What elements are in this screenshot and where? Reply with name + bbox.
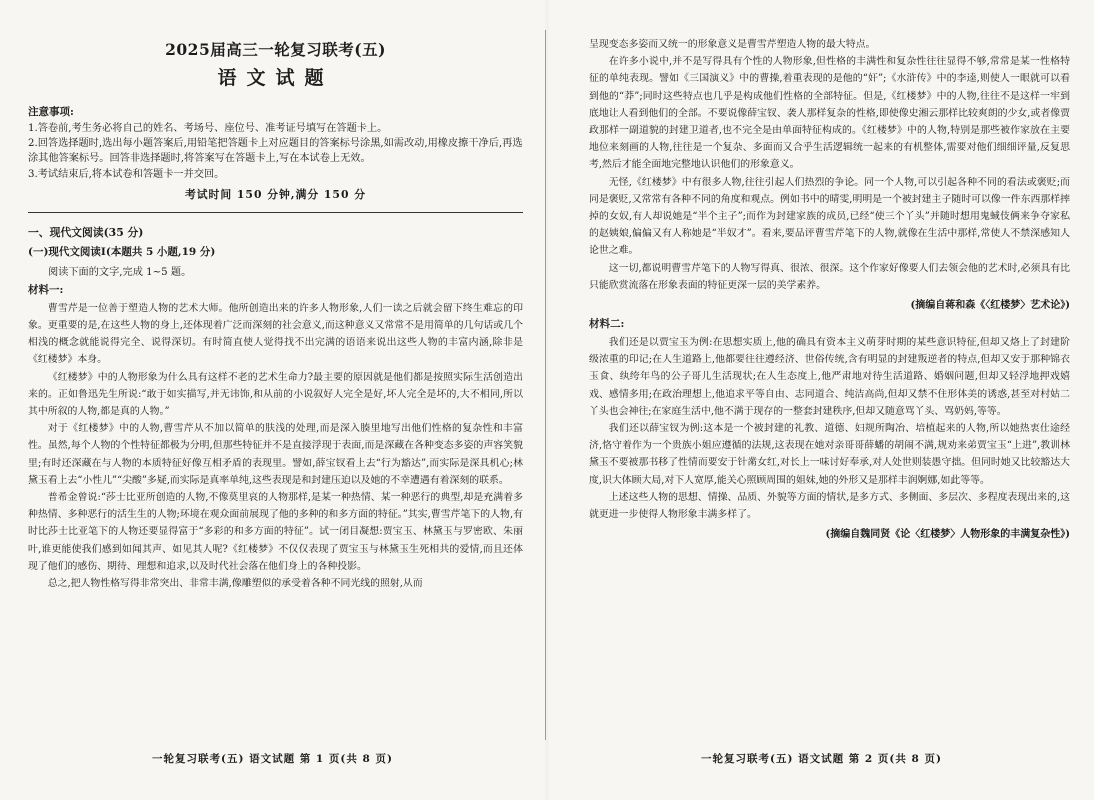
page-gutter xyxy=(545,30,546,740)
paragraph: 我们还是以贾宝玉为例:在思想实质上,他的确具有资本主义萌芽时期的某些意识特征,但却又烙上了封建阶级浓重的印记;在人生道路上,他都要往往遵经济、世俗传统,含有明显的封建叛逆者的特点,但却又安于那种锦衣玉食、纨绔年鸟的公子哥儿生活现状;在人生态度上,他严肃地对待生活道路、婚姻问题,但却又轻浮地押戏嬉戏、感情多用;在政治理想上,他追求平等自由、志同道合、纯洁高尚,但却又禁不住形体美的诱惑,甚至对村姑二丫头也会神往;在家庭生活中,他不满于现存的一整套封建秩序,但却又随意骂丫头、骂奶妈,等等。 xyxy=(589,337,1070,417)
source-citation: (摘编自蒋和森《〈红楼梦〉艺术论》) xyxy=(910,300,1070,312)
paragraph: 无怪,《红楼梦》中有很多人物,往往引起人们热烈的争论。同一个人物,可以引起各种不同的看法或褒贬;而同是褒贬,又常常有各种不同的角度和观点。例如书中的晴雯,明明是一个被封建主子随时可以像一件东西那样摔掉的女奴,有人却说她是“半个主子”;而作为封建家族的成员,已经“使三个丫头”并随时想用鬼蜮伎俩来争夺家私的赵姨娘,偏偏又有人称她是“半奴才”。看来,要品评曹雪芹笔下的人物,就像在生活中那样,常使人不禁深感知人论世之难。 xyxy=(589,176,1070,257)
exam-subtitle: 语文试题 xyxy=(217,67,334,89)
page-footer: 一轮复习联考(五) 语文试题 第 2 页(共 8 页) xyxy=(701,753,942,765)
source-citation: (摘编自魏同贤《论〈红楼梦〉人物形象的丰满复杂性》) xyxy=(825,529,1070,541)
paragraph: 总之,把人物性格写得非常突出、非常丰满,像雕塑似的承受着各种不同光线的照射,从而 xyxy=(47,578,423,590)
material-heading: 材料一: xyxy=(28,283,64,296)
divider xyxy=(28,212,523,213)
reading-instruction: 阅读下面的文字,完成 1~5 题。 xyxy=(48,266,192,278)
paragraph: 普希金曾说:“莎士比亚所创造的人物,不像莫里哀的人物那样,是某一种热情、某一种恶行的典型,却是充满着多种热情、多种恶行的活生生的人物;环境在观众面前展现了他的多种的和多方面的特征。”其实,曹雪芹笔下的人物,有时比莎士比亚笔下的人物还要显得富于“多彩的和多方面的特征”。试一闭目凝想:贾宝玉、林黛玉与罗密欧、朱丽叶,谁更能使我们感到如闻其声、如见其人呢?《红楼梦》不仅仅表现了贾宝玉与林黛玉生死相共的爱情,而且还体现了他们的感伤、期待、理想和追求,以及时代社会落在他们身上的各种投影。 xyxy=(28,492,523,572)
notice-item: 3.考试结束后,将本试卷和答题卡一并交回。 xyxy=(28,168,225,180)
notice-item: 2.回答选择题时,选出每小题答案后,用铅笔把答题卡上对应题目的答案标号涂黑,如需改动,用橡皮擦干净后,再选涂其他答案标号。回答非选择题时,将答案写在答题卡上,写在本试卷上无效。 xyxy=(28,138,523,165)
subsection-title: (一)现代文阅读Ⅰ(本题共 5 小题,19 分) xyxy=(28,245,216,258)
paragraph: 呈现变态多姿而又统一的形象意义是曹雪芹塑造人物的最大特点。 xyxy=(589,39,876,50)
paragraph: 曹雪芹是一位善于塑造人物的艺术大师。他所创造出来的许多人物形象,人们一读之后就会留下终生难忘的印象。更重要的是,在这些人物的身上,还体现着广泛而深刻的社会意义,而这种意义又常常不是用简单的几句话或几个相浅的概念就能说得完全、说得深切。有时简直使人觉得找不出完满的语语来说出这些人物的丰富内涵,除非是《红楼梦》本身。 xyxy=(28,302,523,366)
exam-title: 2025届高三一轮复习联考(五) xyxy=(165,40,386,59)
paragraph: 《红楼梦》中的人物形象为什么具有这样不老的艺术生命力?最主要的原因就是他们都是按照实际生活创造出来的。正如鲁迅先生所说:“敢于如实描写,并无讳饰,和从前的小说叙好人完全是好,坏人完全是坏的,大不相同,所以其中所叙的人物,都是真的人物。” xyxy=(28,371,523,418)
exam-page-2 xyxy=(549,0,1094,800)
notice-item: 1.答卷前,考生务必将自己的姓名、考场号、座位号、准考证号填写在答题卡上。 xyxy=(28,123,388,134)
material-heading: 材料二: xyxy=(589,318,625,331)
exam-page-1 xyxy=(0,0,545,800)
section-title: 一、现代文阅读(35 分) xyxy=(28,225,144,239)
exam-time: 考试时间 150 分钟,满分 150 分 xyxy=(184,187,367,201)
notice-heading: 注意事项: xyxy=(28,106,74,118)
paragraph: 对于《红楼梦》中的人物,曹雪芹从不加以简单的肤浅的处理,而是深入腠里地写出他们性格的复杂性和丰富性。虽然,每个人物的个性特征都极为分明,但那些特征并不是直接浮现于表面,而是深藏在各种变态多姿的声容笑貌里;有时还深藏在与人物的本质特征好像互相矛盾的表现里。譬如,薛宝钗看上去“行为豁达”,而实际是深具机心;林黛玉看上去“小性儿”“尖酸”多疑,而实际是真率单纯,这些表现是和封建压迫以及她的不幸遭遇有着深刻的联系。 xyxy=(28,423,523,486)
page-footer: 一轮复习联考(五) 语文试题 第 1 页(共 8 页) xyxy=(152,753,393,765)
paragraph: 上述这些人物的思想、情操、品质、外貌等方面的情状,是多方式、多侧面、多层次、多程度表现出来的,这就更进一步使得人物形象丰满多样了。 xyxy=(589,491,1070,521)
paragraph: 我们还以薛宝钗为例:这本是一个被封建的礼教、道德、妇规所陶冶、培植起来的人物,所以她热衷仕途经济,恪守着作为一个贵族小姐应遵循的法规,这表现在她对亲哥哥薛蟠的胡闹不满,规劝来弟贾宝玉“上进”,教训林黛玉不要被那书移了性情而要安于针黹女红,对长上一味讨好奉承,对人处世则装愚守拙。但同时她又比较豁达大度,识大体顾大局,对下人宽厚,能关心照顾周围的姐妹,她的外形又是那样丰润婀娜,如此等等。 xyxy=(589,423,1070,486)
paragraph: 在许多小说中,并不是写得具有个性的人物形象,但性格的丰满性和复杂性往往显得不够,常常是某一性格特征的单纯表现。譬如《三国演义》中的曹操,着重表现的是他的“奸”;《水浒传》中的李逵,则使人一眼就可以看到他的“莽”;同时这些特点也几乎是构成他们性格的全部特征。但是,《红楼梦》中的人物,往往不是这样一牢到底地让人看到他们的全部。不要说像薛宝钗、袭人那样复杂的性格,即使像史湘云那样比较爽朗的少女,或者像贾政那样一副道貌的封建卫道者,也不完全是由单面特征构成的。《红楼梦》中的人物,特别是那些被作家放在主要地位来刻画的人物,往往是一个复杂、多面而又合乎生活逻辑统一起来的有机整体,需要对他们细细评量,反复思考,然后才能全面地完整地认识他们的形象意义。 xyxy=(589,56,1070,171)
paragraph: 这一切,都说明曹雪芹笔下的人物写得真、很浓、很深。这个作家好像要人们去领会他的艺术时,必须具有比只能欣赏流落在形象表面的特征更深一层的美学素养。 xyxy=(589,262,1070,291)
